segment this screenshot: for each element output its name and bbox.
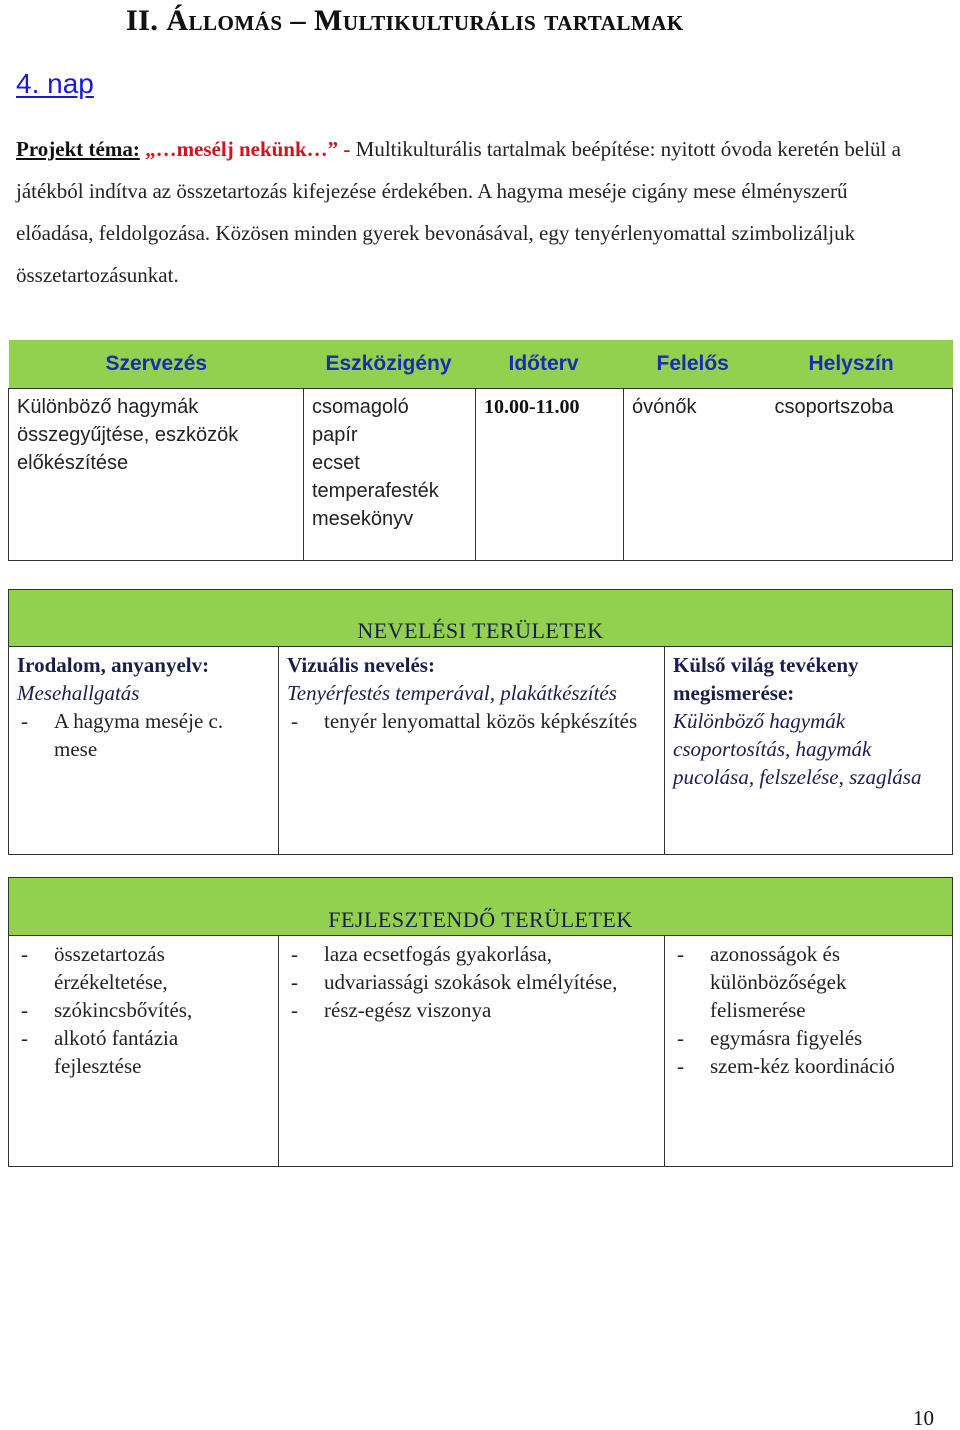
nevelesi-col-vizualis xyxy=(279,647,665,855)
list-item: - alkotó fantázia fejlesztése xyxy=(17,1024,270,1080)
day-heading: 4. nap xyxy=(16,68,94,99)
fejlesztendo-col-3 xyxy=(665,936,953,1167)
header-felelos: Felelős xyxy=(624,340,767,388)
nevelesi-teruletek-table xyxy=(8,589,953,855)
header-helyszin: Helyszín xyxy=(767,340,953,388)
project-description: Multikulturális tartalmak beépítése: nyitott óvoda keretén belül a játékból indítva az összetartozás kifejezése érdekében. A hagyma meséje cigány mese élményszerű előadása, feldolgozása. Közösen minden gyerek bevonásával, egy tenyérlenyomattal szimbolizáljuk összetartozásunkat. xyxy=(16,137,901,287)
irodalom-heading: Irodalom, anyanyelv: xyxy=(17,653,210,677)
vizualis-heading: Vizuális nevelés: xyxy=(287,653,435,677)
organisation-row xyxy=(9,388,953,560)
cell-szervezes: Különböző hagymák összegyűjtése, eszközök előkészítése xyxy=(9,388,304,560)
list-item: - tenyér lenyomattal közös képkészítés xyxy=(287,707,656,735)
list-item: - szem-kéz koordináció xyxy=(673,1052,944,1080)
tool-item: mesekönyv xyxy=(312,507,414,530)
kulso-vilag-subtitle: Különböző hagymák csoportosítás, hagymák pucolása, felszelése, szaglása xyxy=(673,709,922,789)
project-intro xyxy=(16,128,926,296)
irodalom-subtitle: Mesehallgatás xyxy=(17,681,140,705)
cell-eszkozigeny xyxy=(304,388,476,560)
nevelesi-title: NEVELÉSI TERÜLETEK xyxy=(9,590,953,647)
project-topic-title: „…mesélj nekünk…” - xyxy=(139,137,356,161)
list-item: - egymásra figyelés xyxy=(673,1024,944,1052)
list-item: - laza ecsetfogás gyakorlása, xyxy=(287,940,656,968)
header-idoterv: Időterv xyxy=(476,340,624,388)
tool-item: temperafesték xyxy=(312,479,439,502)
tool-item: papír xyxy=(312,423,358,446)
fejlesztendo-col-2 xyxy=(279,936,665,1167)
project-topic-label: Projekt téma: xyxy=(16,137,140,161)
list-item: - A hagyma meséje c. mese xyxy=(17,707,270,763)
header-eszkozigeny: Eszközigény xyxy=(304,340,476,388)
nevelesi-col-kulso-vilag xyxy=(665,647,953,855)
header-szervezes: Szervezés xyxy=(9,340,304,388)
vizualis-subtitle: Tenyérfestés temperával, plakátkészítés xyxy=(287,681,617,705)
list-item: - összetartozás érzékeltetése, xyxy=(17,940,270,996)
fejlesztendo-teruletek-table xyxy=(8,877,953,1167)
list-item: - udvariassági szokások elmélyítése, xyxy=(287,968,656,996)
nevelesi-col-irodalom xyxy=(9,647,279,855)
cell-felelos: óvónők xyxy=(624,388,767,560)
list-item: - szókincsbővítés, xyxy=(17,996,270,1024)
tool-item: ecset xyxy=(312,451,360,474)
fejlesztendo-title: FEJLESZTENDŐ TERÜLETEK xyxy=(9,878,953,936)
cell-idoterv: 10.00-11.00 xyxy=(476,388,624,560)
station-title: II. Állomás – Multikulturális tartalmak xyxy=(126,4,684,37)
cell-helyszin: csoportszoba xyxy=(767,388,953,560)
page-number: 10 xyxy=(913,1406,934,1430)
organisation-header-row xyxy=(9,340,953,388)
list-item: - rész-egész viszonya xyxy=(287,996,656,1024)
list-item: - azonosságok és különbözőségek felismerése xyxy=(673,940,944,1024)
tool-item: csomagoló xyxy=(312,395,409,418)
kulso-vilag-heading: Külső világ tevékeny megismerése: xyxy=(673,653,859,705)
fejlesztendo-col-1 xyxy=(9,936,279,1167)
organisation-table xyxy=(8,340,953,561)
